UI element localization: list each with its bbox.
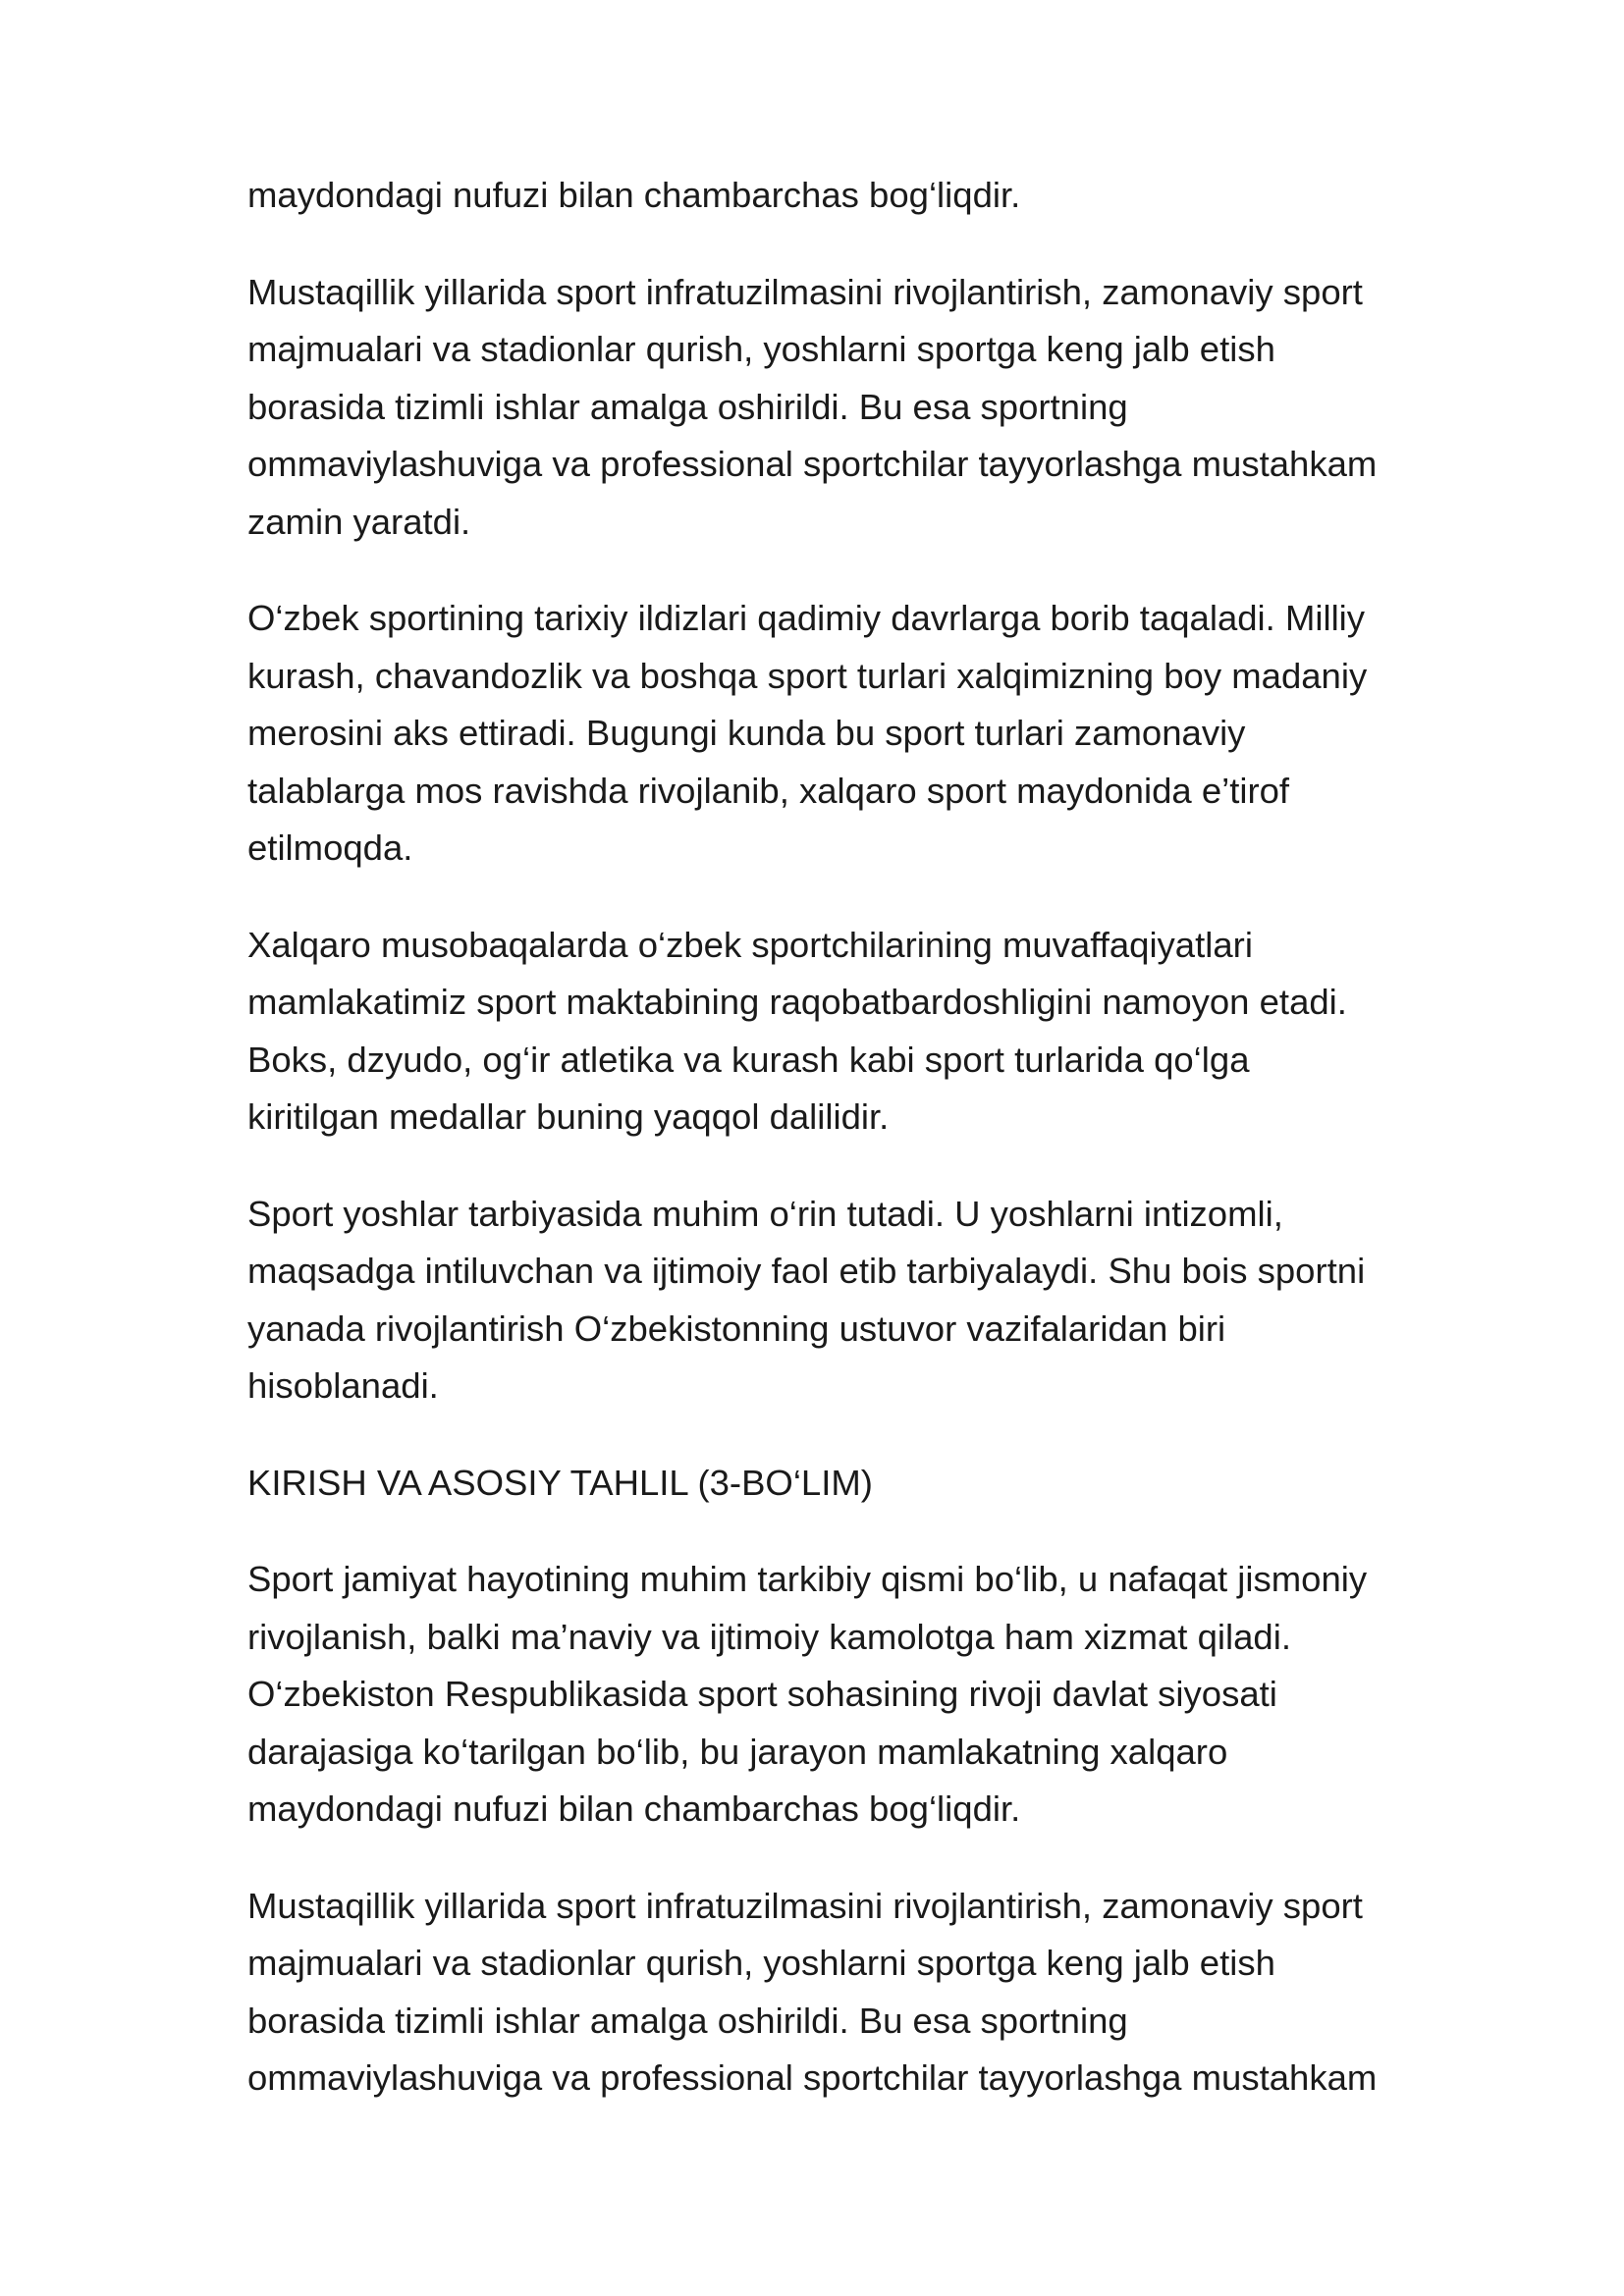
paragraph-youth: Sport yoshlar tarbiyasida muhim o‘rin tutadi. U yoshlarni intizomli, maqsadga intiluvchan va ijtimoiy faol etib tarbiyalaydi. Shu bois sportni yanada rivojlantirish O‘zbekistonning ustuvor vazifalaridan biri hisoblanadi. (247, 1193, 1366, 1406)
paragraph-history: O‘zbek sportining tarixiy ildizlari qadimiy davrlarga borib taqaladi. Milliy kurash, chavandozlik va boshqa sport turlari xalqimizning boy madaniy merosini aks ettiradi. Bugungi kunda bu sport turlari zamonaviy talablarga mos ravishda rivojlanib, xalqaro sport maydonida e’tirof etilmoqda. (247, 598, 1368, 868)
paragraph-infrastructure-repeat: Mustaqillik yillarida sport infratuzilmasini rivojlantirish, zamonaviy sport majmualari va stadionlar qurish, yoshlarni sportga keng jalb etish borasida tizimli ishlar amalga oshirildi. Bu esa sportning ommaviylashuviga va professional sportchilar tayyorlashga mustahkam (247, 1885, 1378, 2098)
paragraph-infrastructure: Mustaqillik yillarida sport infratuzilmasini rivojlantirish, zamonaviy sport majmualari va stadionlar qurish, yoshlarni sportga keng jalb etish borasida tizimli ishlar amalga oshirildi. Bu esa sportning ommaviylashuviga va professional sportchilar tayyorlashga mustahkam zamin yaratdi. (247, 271, 1378, 542)
paragraph-continuation: maydondagi nufuzi bilan chambarchas bog‘liqdir. (247, 175, 1021, 215)
paragraph-international-success: Xalqaro musobaqalarda o‘zbek sportchilarining muvaffaqiyatlari mamlakatimiz sport maktabining raqobatbardoshligini namoyon etadi. Boks, dzyudo, og‘ir atletika va kurash kabi sport turlarida qo‘lga kiritilgan medallar buning yaqqol dalilidir. (247, 924, 1347, 1137)
section-heading: KIRISH VA ASOSIY TAHLIL (3-BO‘LIM) (247, 1462, 873, 1503)
paragraph-introduction: Sport jamiyat hayotining muhim tarkibiy qismi bo‘lib, u nafaqat jismoniy rivojlanish, balki ma’naviy va ijtimoiy kamolotga ham xizmat qiladi. O‘zbekiston Respublikasida sport sohasining rivoji davlat siyosati darajasiga ko‘tarilgan bo‘lib, bu jarayon mamlakatning xalqaro maydondagi nufuzi bilan chambarchas bog‘liqdir. (247, 1559, 1368, 1829)
text-column (247, 167, 1475, 2147)
